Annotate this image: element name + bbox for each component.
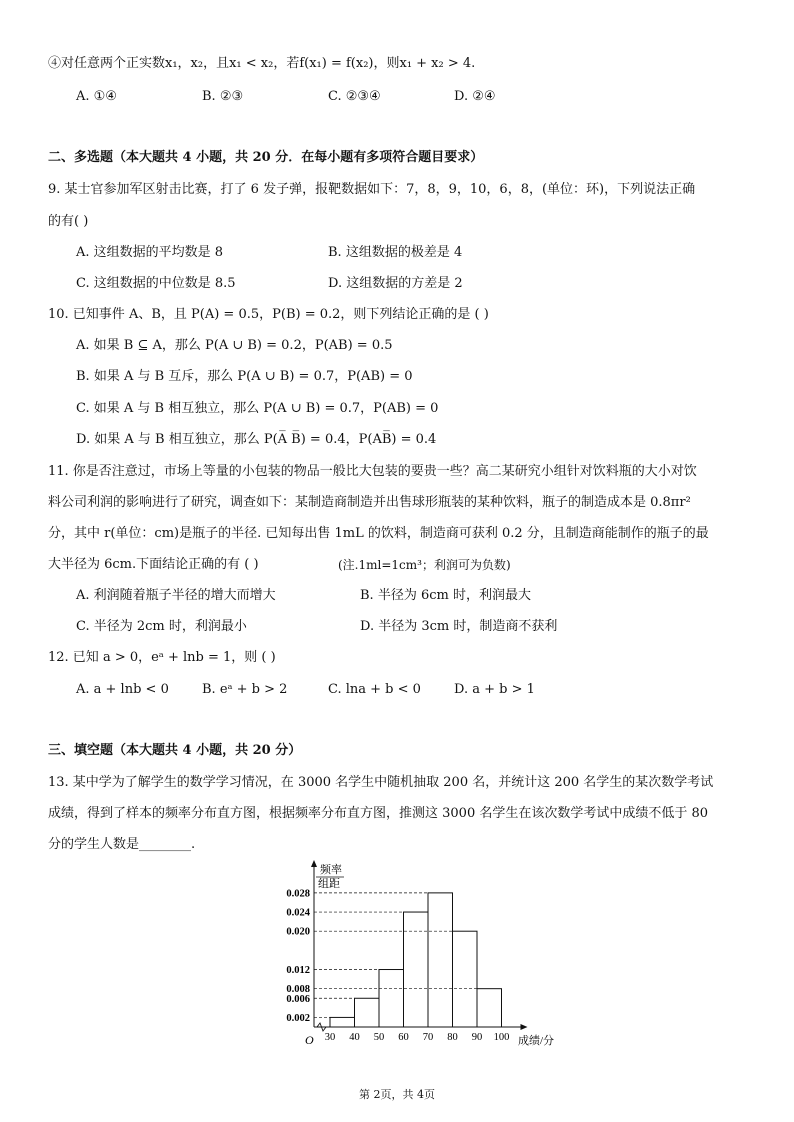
- x-tick-label: 100: [493, 1032, 510, 1043]
- q11-option-a: A. 利润随着瓶子半径的增大而增大: [76, 588, 276, 603]
- q12-stem: 12. 已知 a > 0，eᵃ + lnb = 1，则 ( ): [48, 650, 276, 665]
- x-axis-arrow: [521, 1024, 528, 1030]
- x-tick-label: 40: [349, 1032, 360, 1043]
- x-tick-label: 90: [471, 1032, 483, 1043]
- q11-option-b: B. 半径为 6cm 时，利润最大: [360, 588, 531, 603]
- histogram-bar: [379, 970, 404, 1027]
- q11-option-d: D. 半径为 3cm 时，制造商不获利: [360, 619, 558, 634]
- x-tick-label: 80: [447, 1032, 458, 1043]
- y-tick-label: 0.006: [286, 993, 310, 1005]
- q9-stem-line-2: 的有( ): [48, 214, 89, 229]
- q8-option-b: B. ②③: [202, 89, 244, 104]
- y-axis-arrow: [311, 860, 317, 867]
- histogram-bar: [477, 989, 502, 1027]
- section-3-title: 三、填空题（本大题共 4 小题，共 20 分）: [48, 743, 302, 758]
- histogram-bar: [330, 1017, 355, 1027]
- histogram-bar: [404, 912, 429, 1027]
- y-axis-label-top: 频率: [320, 864, 342, 876]
- q13-line-2: 成绩，得到了样本的频率分布直方图，根据频率分布直方图，推测这 3000 名学生在该次数学考试中成绩不低于 80: [48, 806, 709, 821]
- frequency-histogram: [270, 856, 580, 1052]
- q10-option-c: C. 如果 A 与 B 相互独立，那么 P(A ∪ B) = 0.7，P(AB) = 0: [76, 401, 439, 416]
- x-tick-label: 70: [422, 1032, 434, 1043]
- section-2-title: 二、多选题（本大题共 4 小题，共 20 分．在每小题有多项符合题目要求）: [48, 150, 484, 165]
- q11-line-4: 大半径为 6cm.下面结论正确的有 ( ): [48, 557, 259, 572]
- y-tick-label: 0.024: [286, 907, 310, 919]
- q13-line-1: 13. 某中学为了解学生的数学学习情况，在 3000 名学生中随机抽取 200 名，并统计这 200 名学生的某次数学考试: [48, 775, 714, 790]
- q12-option-c: C. lna + b < 0: [328, 682, 421, 697]
- q9-option-d: D. 这组数据的方差是 2: [328, 276, 463, 291]
- q11-note: (注.1ml=1cm³；利润可为负数): [338, 558, 511, 572]
- origin-label: O: [305, 1033, 314, 1047]
- y-tick-label: 0.012: [286, 965, 310, 977]
- q9-stem-line-1: 9. 某士官参加军区射击比赛，打了 6 发子弹，报靶数据如下：7，8，9，10，6，8，(单位：环)，下列说法正确: [48, 182, 696, 197]
- histogram-bar: [428, 893, 453, 1027]
- q11-line-3: 分，其中 r(单位：cm)是瓶子的半径. 已知每出售 1mL 的饮料，制造商可获利 0.2 分，且制造商能制作的瓶子的最: [48, 526, 709, 541]
- q11-line-1: 11. 你是否注意过，市场上等量的小包装的物品一般比大包装的要贵一些？高二某研究小组针对饮料瓶的大小对饮: [48, 464, 697, 479]
- x-axis-label: 成绩/分: [518, 1035, 555, 1047]
- x-tick-label: 60: [398, 1032, 409, 1043]
- q10-stem: 10. 已知事件 A、B，且 P(A) = 0.5，P(B) = 0.2，则下列结论正确的是 ( ): [48, 307, 489, 322]
- q8-option-a: A. ①④: [76, 89, 117, 104]
- y-tick-label: 0.002: [286, 1012, 310, 1024]
- q8-option-c: C. ②③④: [328, 89, 381, 104]
- q8-option-d: D. ②④: [454, 89, 496, 104]
- q8-statement-4: ④对任意两个正实数x₁，x₂，且x₁ < x₂，若f(x₁) = f(x₂)，则x₁ + x₂ > 4.: [48, 56, 476, 71]
- y-tick-label: 0.028: [286, 888, 310, 900]
- q11-line-2: 料公司利润的影响进行了研究，调查如下：某制造商制造并出售球形瓶装的某种饮料，瓶子的制造成本是 0.8πr²: [48, 495, 691, 510]
- x-tick-label: 50: [373, 1032, 385, 1043]
- q9-option-c: C. 这组数据的中位数是 8.5: [76, 276, 236, 291]
- y-tick-label: 0.020: [286, 926, 310, 938]
- q12-option-b: B. eᵃ + b > 2: [202, 682, 288, 697]
- q11-option-c: C. 半径为 2cm 时，利润最小: [76, 619, 247, 634]
- q9-option-a: A. 这组数据的平均数是 8: [76, 245, 224, 260]
- q10-option-d: D. 如果 A 与 B 相互独立，那么 P(A̅ B̅) = 0.4，P(AB̅) = 0.4: [76, 432, 437, 447]
- q12-option-d: D. a + b > 1: [454, 682, 535, 697]
- x-tick-label: 30: [324, 1032, 336, 1043]
- y-tick-label: 0.008: [286, 984, 310, 996]
- q12-option-a: A. a + lnb < 0: [76, 682, 169, 697]
- y-axis-label-bottom: 组距: [318, 878, 340, 890]
- q10-option-a: A. 如果 B ⊆ A，那么 P(A ∪ B) = 0.2，P(AB) = 0.5: [76, 338, 393, 353]
- histogram-bar: [355, 998, 380, 1027]
- histogram-bar: [453, 931, 478, 1027]
- q10-option-b: B. 如果 A 与 B 互斥，那么 P(A ∪ B) = 0.7，P(AB) = 0: [76, 369, 413, 384]
- q9-option-b: B. 这组数据的极差是 4: [328, 245, 463, 260]
- q13-line-3: 分的学生人数是________.: [48, 837, 196, 852]
- page-footer: 第 2页，共 4页: [359, 1088, 435, 1101]
